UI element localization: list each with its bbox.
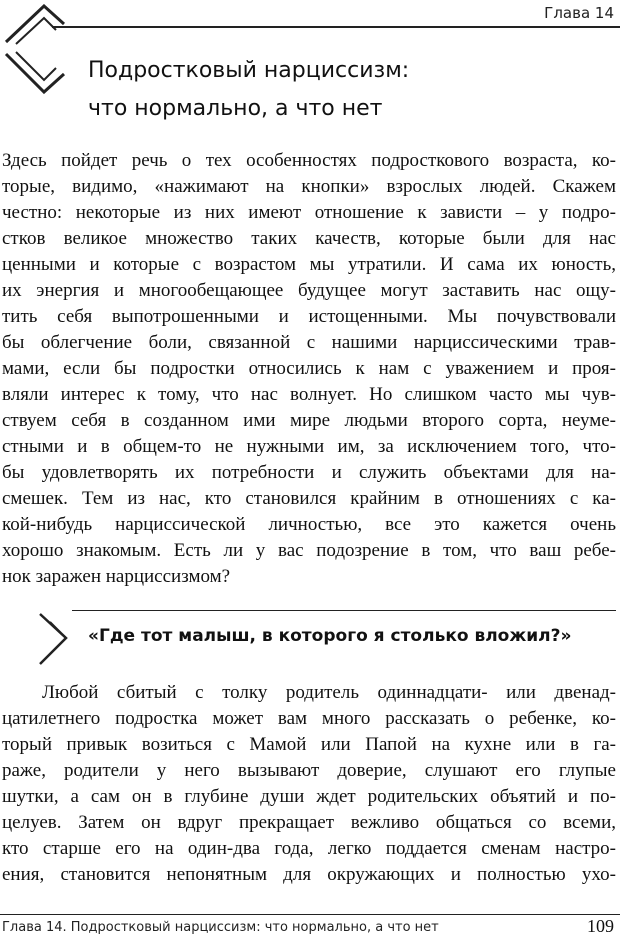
intro-paragraph: [2, 148, 616, 590]
section-paragraph: [2, 680, 616, 888]
chapter-title: [88, 52, 409, 128]
text-line: тить себя выпотрошенными и истощенными. Мы почувствовали: [2, 306, 616, 327]
text-line: кто старше его на один-два года, легко поддается сменам настро-: [2, 838, 616, 859]
text-line: их энергия и многообещающее будущее могут заставить нас ощу-: [2, 280, 616, 301]
text-line: вляли интерес к тому, что нас волнует. Но слишком часто мы чув-: [2, 384, 616, 405]
page-number: 109: [587, 916, 614, 936]
footer-running-title: Глава 14. Подростковый нарциссизм: что нормально, а что нет: [2, 920, 439, 935]
text-line: смешек. Тем из нас, кто становился крайним в отношениях с ка-: [2, 488, 616, 509]
chapter-title-line-1: Подростковый нарциссизм:: [88, 58, 410, 83]
text-line: целуев. Затем он вдруг прекращает вежливо общаться со всеми,: [2, 812, 616, 833]
text-line: хорошо знакомым. Есть ли у вас подозрение в том, что ваш ребе-: [2, 540, 616, 561]
text-line: кой-нибудь нарциссической личностью, все это кажется очень: [2, 514, 616, 535]
text-line: раже, родители у него вызывают доверие, слушают его глупые: [2, 760, 616, 781]
text-line: мами, если бы подростки относились к нам с уважением и проя-: [2, 358, 616, 379]
chevron-icon: [36, 612, 80, 668]
running-head: Глава 14: [544, 4, 614, 22]
footer-rule: [0, 914, 620, 915]
text-line: ствуем себя в созданном ими мире людьми второго сорта, неуме-: [2, 410, 616, 431]
chapter-title-line-2: что нормально, а что нет: [88, 96, 383, 121]
text-line: Здесь пойдет речь о тех особенностях подросткового возраста, ко-: [2, 150, 616, 171]
text-line: цатилетнего подростка может вам много рассказать о ребенке, ко-: [2, 708, 616, 729]
text-line: стков великое множество таких качеств, которые были для нас: [2, 228, 616, 249]
text-line: торые, видимо, «нажимают на кнопки» взрослых людей. Скажем: [2, 176, 616, 197]
text-line: ения, становится непонятным для окружающих и полностью ухо-: [2, 864, 616, 885]
top-rule: [52, 26, 620, 28]
text-line: ценными и которые с возрастом мы утратили. И сама их юность,: [2, 254, 616, 275]
text-line: шутки, а сам он в глубине души ждет родительских объятий и по-: [2, 786, 616, 807]
text-line: торый привык возиться с Мамой или Папой на кухне или в га-: [2, 734, 616, 755]
text-line: нок заражен нарциссизмом?: [2, 566, 231, 587]
text-line: бы облегчение боли, связанной с нашими нарциссическими трав-: [2, 332, 616, 353]
text-line: бы удовлетворять их потребности и служить объектами для на-: [2, 462, 616, 483]
text-line: стными и в общем-то не нужными им, за исключением того, что-: [2, 436, 616, 457]
text-line: Любой сбитый с толку родитель одиннадцати- или двенад-: [42, 682, 616, 703]
text-line: честно: некоторые из них имеют отношение к зависти – у подро-: [2, 202, 616, 223]
section-rule: [72, 610, 616, 611]
section-heading: «Где тот малыш, в которого я столько вложил?»: [88, 626, 572, 646]
